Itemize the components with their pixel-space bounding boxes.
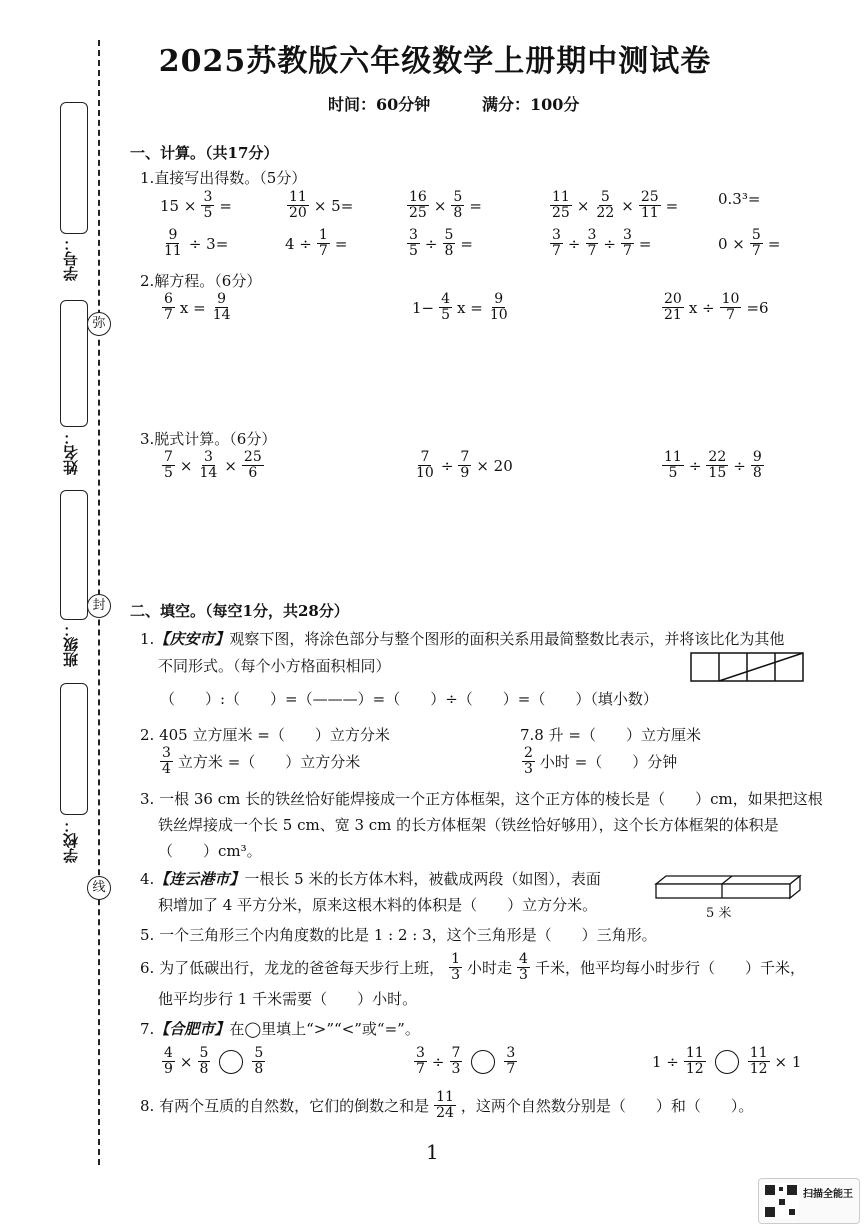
fraction xyxy=(586,228,599,259)
denominator: 9 xyxy=(460,465,470,481)
fill-q5: 5. 一个三角形三个内角度数的比是 1 : 2 : 3，这个三角形是（ ）三角形。 xyxy=(140,926,657,944)
compare-circle[interactable] xyxy=(471,1050,495,1074)
denominator: 5 xyxy=(668,465,678,481)
fill-q2-c-text: 立方米 =（ ）立方分米 xyxy=(177,753,361,771)
fraction xyxy=(242,450,264,481)
numerator: 3 xyxy=(162,745,171,761)
fill-q2-d-text: 小时 =（ ）分钟 xyxy=(539,753,678,771)
fill-q6-c: 千米，他平均每小时步行（ ）千米， xyxy=(534,959,805,977)
numerator: 3 xyxy=(587,227,597,243)
expr-text: × xyxy=(576,196,590,215)
q2-equation xyxy=(160,292,235,323)
numerator: 3 xyxy=(409,227,418,243)
compare-1: $\frac{4}{9}$ × $\frac{5}{8}$ $\frac{5}{8}$ xyxy=(164,1045,264,1077)
expr-text: = xyxy=(638,234,652,253)
fraction xyxy=(621,228,634,259)
fill-q1-line1: 1.【庆安市】观察下图，将涂色部分与整个图形的面积关系用最简整数比表示，并将该比化为其他 xyxy=(140,630,785,648)
numerator: 5 xyxy=(600,189,610,205)
q1-item xyxy=(160,228,228,259)
fill-q4-line2: 积增加了 4 平方分米，原来这根木料的体积是（ ）立方分米。 xyxy=(158,896,598,914)
fraction xyxy=(434,1090,456,1121)
denominator: 9 xyxy=(164,1061,173,1077)
q1-item xyxy=(718,190,760,208)
numerator: 3 xyxy=(416,1045,425,1061)
fraction xyxy=(458,450,471,481)
expr-text: = xyxy=(665,196,679,215)
denominator: 6 xyxy=(248,465,258,481)
compare-circle[interactable] xyxy=(715,1050,739,1074)
denominator: 21 xyxy=(664,307,682,323)
numerator: 11 xyxy=(749,1045,768,1061)
fraction xyxy=(160,746,173,777)
fill-q8-a: 8. 有两个互质的自然数，它们的倒数之和是 xyxy=(140,1097,430,1115)
fraction xyxy=(550,228,563,259)
expr-text: × xyxy=(621,196,634,215)
q1-item xyxy=(548,190,678,221)
denominator: 7 xyxy=(416,1061,425,1077)
fraction xyxy=(201,190,214,221)
fraction xyxy=(750,228,763,259)
fill-q3-line3: （ ）cm³。 xyxy=(158,842,262,860)
expr-text: = xyxy=(334,234,348,253)
q1-item xyxy=(405,190,482,221)
fraction xyxy=(706,450,728,481)
numerator: 5 xyxy=(444,227,454,243)
seal-mark-xian: 线 xyxy=(87,876,111,900)
denominator: 14 xyxy=(199,465,218,481)
numerator: 4 xyxy=(441,291,451,307)
numerator: 16 xyxy=(409,189,427,205)
fill-q8-b: ，这两个自然数分别是（ ）和（ ）。 xyxy=(460,1097,754,1115)
numerator: 9 xyxy=(752,449,762,465)
class-box[interactable] xyxy=(60,490,88,620)
fraction xyxy=(451,190,464,221)
denominator: 25 xyxy=(552,205,570,221)
denominator: 3 xyxy=(519,967,528,983)
grid-figure xyxy=(690,652,804,682)
q3-expression xyxy=(660,450,766,481)
fraction xyxy=(517,952,530,983)
fill-q2-a: 2. 405 立方厘米 =（ ）立方分米 xyxy=(140,726,390,744)
compare-circle[interactable] xyxy=(219,1050,243,1074)
fill-q6-b: 小时走 xyxy=(467,959,513,977)
student-id-box[interactable] xyxy=(60,102,88,234)
fill-q7-text: 在◯里填上“>”“<”或“=”。 xyxy=(229,1020,420,1038)
expr-text: × 20 xyxy=(476,456,513,475)
fill-q2-c xyxy=(158,746,360,777)
expr-text: = xyxy=(767,234,781,253)
fraction xyxy=(414,450,436,481)
fill-q1-blanks: （ ）:（ ）=（———）=（ ）÷（ ）=（ ）（填小数） xyxy=(160,690,658,708)
expr-text: × 5= xyxy=(313,196,354,215)
expr-text: x = xyxy=(179,298,206,317)
denominator: 7 xyxy=(552,243,561,259)
q1-item xyxy=(285,190,353,221)
numerator: 3 xyxy=(203,189,213,205)
numerator: 6 xyxy=(164,291,173,307)
denominator: 10 xyxy=(489,307,508,323)
denominator: 7 xyxy=(726,307,735,323)
expr-text: ÷ xyxy=(688,456,702,475)
denominator: 7 xyxy=(506,1061,516,1077)
expr-text: 0 × xyxy=(718,234,745,253)
fraction xyxy=(414,1046,427,1077)
fraction xyxy=(450,1046,463,1077)
expr-text: =6 xyxy=(746,298,769,317)
fraction xyxy=(198,1046,211,1077)
denominator: 20 xyxy=(289,205,307,221)
numerator: 3 xyxy=(203,449,213,465)
fraction xyxy=(550,190,572,221)
numerator: 7 xyxy=(451,1045,461,1061)
numerator: 5 xyxy=(751,227,761,243)
expr-text: ÷ xyxy=(567,234,581,253)
numerator: 9 xyxy=(494,291,504,307)
expr-text: = xyxy=(469,196,482,215)
denominator: 8 xyxy=(453,205,463,221)
denominator: 11 xyxy=(640,205,659,221)
numerator: 3 xyxy=(552,227,561,243)
denominator: 14 xyxy=(212,307,231,323)
numerator: 22 xyxy=(708,449,727,465)
denominator: 7 xyxy=(587,243,597,259)
denominator: 7 xyxy=(623,243,632,259)
denominator: 8 xyxy=(752,465,762,481)
numerator: 4 xyxy=(164,1045,173,1061)
denominator: 7 xyxy=(751,243,761,259)
fraction xyxy=(407,228,420,259)
expr-text: = xyxy=(460,234,473,253)
q3-title: 3.脱式计算。（6分） xyxy=(140,430,277,448)
exam-title: 2025苏教版六年级数学上册期中测试卷 xyxy=(158,44,712,79)
denominator: 10 xyxy=(416,465,434,481)
q3-expression xyxy=(160,450,266,481)
fraction xyxy=(198,450,220,481)
fill-q1-line2: 不同形式。（每个小方格面积相同） xyxy=(158,657,391,675)
qr-code-icon xyxy=(763,1183,799,1219)
fraction xyxy=(594,190,616,221)
fraction xyxy=(162,228,184,259)
expr-text: x ÷ xyxy=(688,298,715,317)
expr-text: 4 ÷ xyxy=(285,234,312,253)
fill-q2-d xyxy=(520,746,677,777)
q1-item xyxy=(548,228,652,259)
q2-equation xyxy=(660,292,769,323)
fill-q4-tag: 【连云港市】 xyxy=(154,870,245,888)
numerator: 5 xyxy=(254,1045,264,1061)
q2-equation xyxy=(412,292,512,323)
numerator: 11 xyxy=(289,189,307,205)
compare-2: $\frac{3}{7}$ ÷ $\frac{7}{3}$ $\frac{3}{7}$ xyxy=(416,1045,516,1077)
numerator: 25 xyxy=(640,189,659,205)
numerator: 7 xyxy=(164,449,173,465)
section2-heading: 二、填空。（每空1分，共28分） xyxy=(130,602,349,620)
fraction xyxy=(252,1046,265,1077)
numerator: 4 xyxy=(519,951,528,967)
q1-item xyxy=(718,228,780,259)
denominator: 4 xyxy=(162,761,171,777)
compare-3: 1 ÷ $\frac{11}{12}$ $\frac{11}{12}$ × 1 xyxy=(652,1045,802,1077)
expr-text: ÷ 3= xyxy=(188,234,229,253)
expr-text: 15 × xyxy=(160,196,197,215)
numerator: 1 xyxy=(318,227,328,243)
section1-heading: 一、计算。（共17分） xyxy=(130,144,279,162)
fraction xyxy=(317,228,330,259)
expr-text: × xyxy=(433,196,447,215)
fraction xyxy=(504,1046,517,1077)
fraction xyxy=(720,292,742,323)
class-label: 班级： xyxy=(62,622,80,667)
fill-q6-a: 6. 为了低碳出行，龙龙的爸爸每天步行上班， xyxy=(140,959,445,977)
scanner-badge-text: 扫描全能王 xyxy=(803,1189,853,1200)
numerator: 5 xyxy=(453,189,463,205)
fraction xyxy=(662,450,684,481)
fraction xyxy=(287,190,309,221)
name-label: 姓名： xyxy=(62,430,80,475)
denominator: 22 xyxy=(596,205,615,221)
denominator: 8 xyxy=(199,1061,209,1077)
numerator: 25 xyxy=(243,449,262,465)
numerator: 3 xyxy=(623,227,632,243)
q1-item xyxy=(405,228,473,259)
numerator: 20 xyxy=(664,291,682,307)
fill-q7-line: 7.【合肥市】在◯里填上“>”“<”或“=”。 xyxy=(140,1020,420,1038)
numerator: 9 xyxy=(168,227,178,243)
numerator: 7 xyxy=(420,449,430,465)
fraction xyxy=(684,1046,706,1077)
q1-item xyxy=(285,228,347,259)
fill-q2-b: 7.8 升 =（ ）立方厘米 xyxy=(520,726,701,744)
fraction xyxy=(751,450,764,481)
fill-q8 xyxy=(140,1090,753,1121)
q1-title: 1.直接写出得数。（5分） xyxy=(140,169,307,187)
page-number: 1 xyxy=(426,1140,439,1164)
denominator: 7 xyxy=(164,307,173,323)
name-box[interactable] xyxy=(60,300,88,427)
denominator: 8 xyxy=(254,1061,264,1077)
numerator: 11 xyxy=(552,189,570,205)
fill-q1-tag: 【庆安市】 xyxy=(154,630,230,648)
denominator: 25 xyxy=(409,205,427,221)
expr-text: 0.3³= xyxy=(718,190,761,208)
school-label: 学校： xyxy=(62,818,80,863)
fill-q3-line2: 铁丝焊接成一个长 5 cm、宽 3 cm 的长方体框架（铁丝恰好够用），这个长方体框架的体积是 xyxy=(158,816,779,834)
fraction xyxy=(162,292,175,323)
seal-mark-feng: 封 xyxy=(87,594,111,618)
wood-figure xyxy=(654,872,804,904)
seal-mark-mi: 弥 xyxy=(87,312,111,336)
denominator: 7 xyxy=(318,243,328,259)
numerator: 1 xyxy=(451,951,461,967)
denominator: 3 xyxy=(451,967,461,983)
expr-text: 1− xyxy=(412,298,435,317)
fraction xyxy=(162,1046,175,1077)
denominator: 12 xyxy=(749,1061,768,1077)
fill-q1-text1: 观察下图，将涂色部分与整个图形的面积关系用最简整数比表示，并将该比化为其他 xyxy=(229,630,785,648)
q2-title: 2.解方程。（6分） xyxy=(140,272,262,290)
student-id-label: 学号： xyxy=(62,236,80,281)
fill-q4-text1: 一根长 5 米的长方体木料，被截成两段（如图），表面 xyxy=(244,870,601,888)
fraction xyxy=(211,292,233,323)
numerator: 10 xyxy=(721,291,740,307)
numerator: 5 xyxy=(199,1045,209,1061)
numerator: 11 xyxy=(436,1089,454,1105)
denominator: 12 xyxy=(685,1061,704,1077)
fraction xyxy=(748,1046,770,1077)
numerator: 2 xyxy=(524,745,533,761)
denominator: 15 xyxy=(708,465,727,481)
denominator: 8 xyxy=(444,243,454,259)
fraction xyxy=(662,292,684,323)
denominator: 5 xyxy=(164,465,173,481)
numerator: 11 xyxy=(685,1045,704,1061)
numerator: 11 xyxy=(664,449,682,465)
fraction xyxy=(162,450,175,481)
numerator: 3 xyxy=(506,1045,516,1061)
expr-text: ÷ xyxy=(440,456,454,475)
expr-text: ÷ xyxy=(733,456,746,475)
fill-q6-line2: 他平均步行 1 千米需要（ ）小时。 xyxy=(158,990,418,1008)
expr-text: × xyxy=(224,456,237,475)
expr-text: × xyxy=(179,456,193,475)
denominator: 3 xyxy=(451,1061,461,1077)
fraction xyxy=(488,292,510,323)
denominator: 5 xyxy=(409,243,418,259)
fill-q4-line1: 4.【连云港市】一根长 5 米的长方体木料，被截成两段（如图），表面 xyxy=(140,870,601,888)
fraction xyxy=(639,190,661,221)
denominator: 5 xyxy=(203,205,213,221)
fraction xyxy=(522,746,535,777)
wood-length-label: 5 米 xyxy=(706,906,732,921)
expr-text: = xyxy=(219,196,232,215)
fraction xyxy=(449,952,462,983)
fill-q7-tag: 【合肥市】 xyxy=(154,1020,230,1038)
q1-item xyxy=(160,190,232,221)
denominator: 24 xyxy=(436,1105,454,1121)
expr-text: ÷ xyxy=(424,234,438,253)
fill-q3-line1: 3. 一根 36 cm 长的铁丝恰好能焊接成一个正方体框架，这个正方体的棱长是（ ）cm，如果把这根 xyxy=(140,790,823,808)
q3-expression xyxy=(412,450,513,481)
fraction xyxy=(443,228,456,259)
numerator: 7 xyxy=(460,449,470,465)
denominator: 11 xyxy=(164,243,182,259)
scanner-badge xyxy=(758,1178,860,1224)
score-label: 满分：100分 xyxy=(482,95,580,114)
expr-text: x = xyxy=(457,298,483,317)
denominator: 3 xyxy=(524,761,533,777)
expr-text: ÷ xyxy=(603,234,616,253)
fill-q6-line1 xyxy=(140,952,805,983)
fraction xyxy=(439,292,452,323)
school-box[interactable] xyxy=(60,683,88,815)
numerator: 9 xyxy=(217,291,227,307)
denominator: 5 xyxy=(441,307,451,323)
time-label: 时间：60分钟 xyxy=(328,95,431,114)
fraction xyxy=(407,190,429,221)
